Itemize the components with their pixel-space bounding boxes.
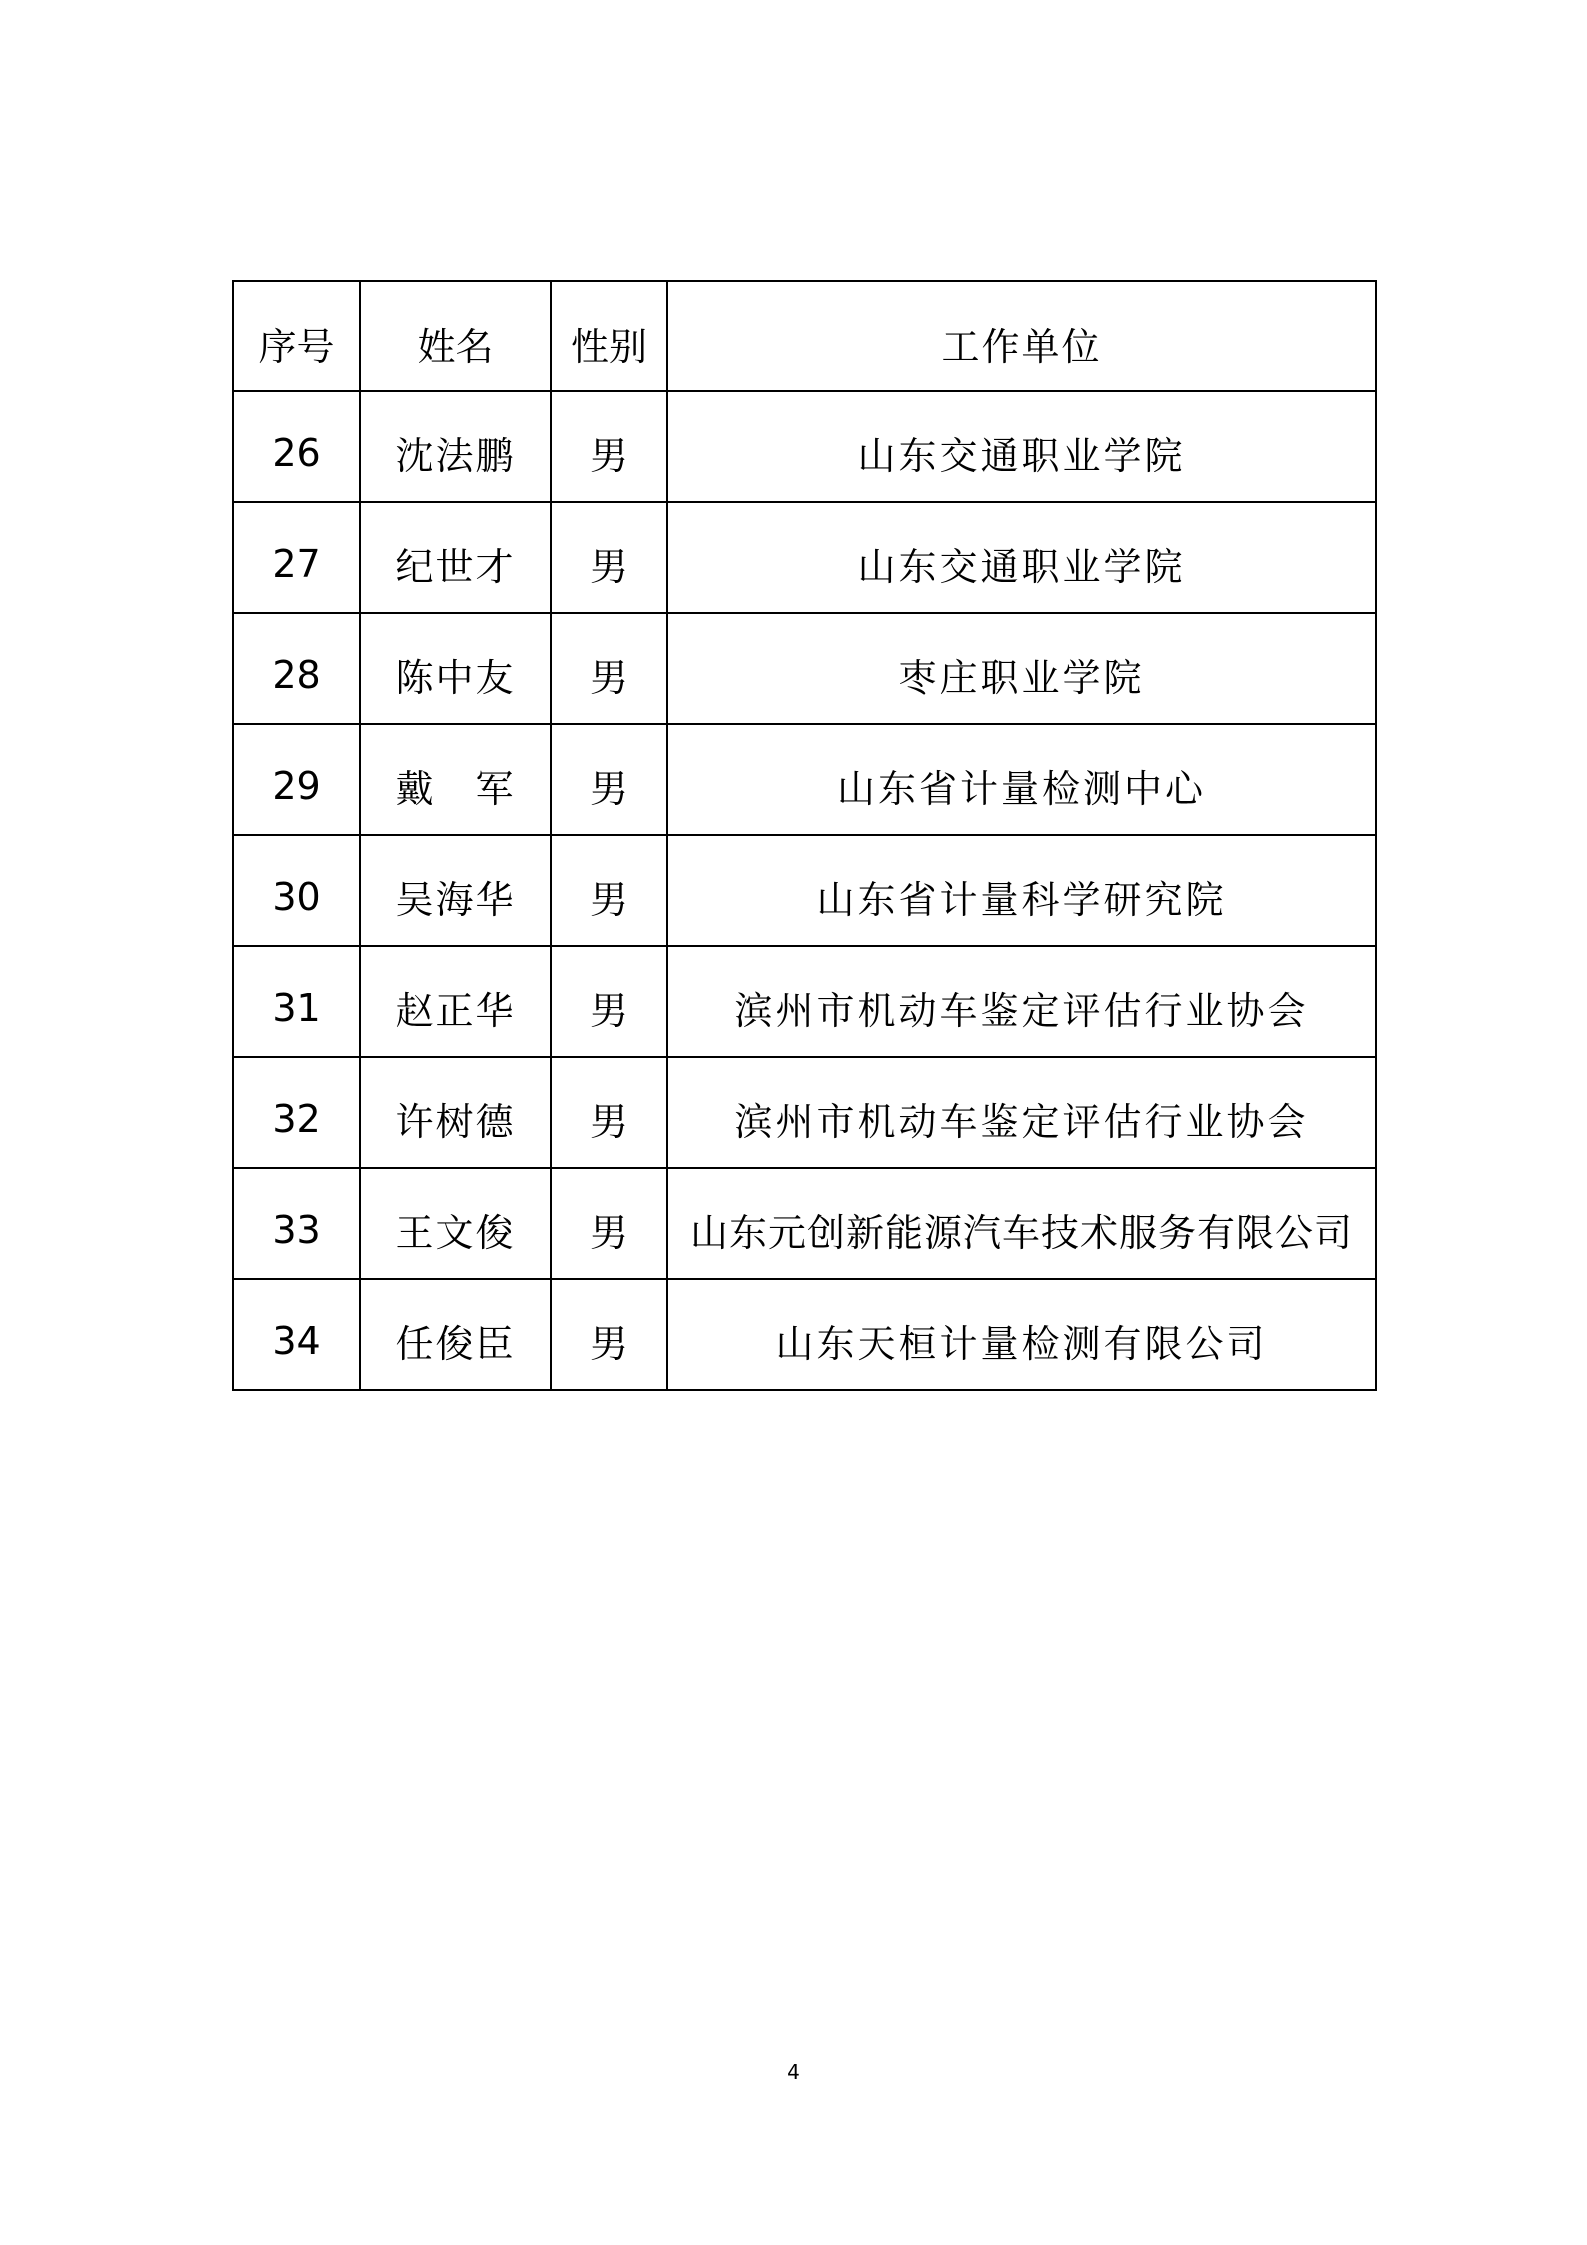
cell-name: 任俊臣 bbox=[360, 1279, 551, 1390]
cell-unit: 山东省计量科学研究院 bbox=[667, 835, 1376, 946]
cell-unit: 枣庄职业学院 bbox=[667, 613, 1376, 724]
personnel-table bbox=[232, 280, 1377, 1391]
table-header-row bbox=[233, 281, 1376, 391]
table-row bbox=[233, 613, 1376, 724]
table-row bbox=[233, 1279, 1376, 1390]
cell-seq: 31 bbox=[233, 946, 360, 1057]
cell-gender: 男 bbox=[551, 613, 667, 724]
cell-unit: 山东交通职业学院 bbox=[667, 502, 1376, 613]
cell-unit: 山东天桓计量检测有限公司 bbox=[667, 1279, 1376, 1390]
cell-name: 许树德 bbox=[360, 1057, 551, 1168]
cell-gender: 男 bbox=[551, 1168, 667, 1279]
cell-seq: 30 bbox=[233, 835, 360, 946]
cell-name: 纪世才 bbox=[360, 502, 551, 613]
table-row bbox=[233, 946, 1376, 1057]
cell-unit: 山东省计量检测中心 bbox=[667, 724, 1376, 835]
cell-name: 沈法鹏 bbox=[360, 391, 551, 502]
cell-name: 戴 军 bbox=[360, 724, 551, 835]
table-row bbox=[233, 724, 1376, 835]
header-gender: 性别 bbox=[551, 281, 667, 391]
cell-seq: 26 bbox=[233, 391, 360, 502]
cell-seq: 33 bbox=[233, 1168, 360, 1279]
table-row bbox=[233, 391, 1376, 502]
cell-seq: 27 bbox=[233, 502, 360, 613]
cell-gender: 男 bbox=[551, 1057, 667, 1168]
cell-seq: 28 bbox=[233, 613, 360, 724]
cell-name: 王文俊 bbox=[360, 1168, 551, 1279]
cell-unit: 滨州市机动车鉴定评估行业协会 bbox=[667, 946, 1376, 1057]
cell-unit: 山东元创新能源汽车技术服务有限公司 bbox=[667, 1168, 1376, 1279]
cell-gender: 男 bbox=[551, 502, 667, 613]
header-name: 姓名 bbox=[360, 281, 551, 391]
table-row bbox=[233, 835, 1376, 946]
cell-gender: 男 bbox=[551, 1279, 667, 1390]
header-seq: 序号 bbox=[233, 281, 360, 391]
cell-gender: 男 bbox=[551, 391, 667, 502]
table-row bbox=[233, 1168, 1376, 1279]
cell-name: 陈中友 bbox=[360, 613, 551, 724]
cell-gender: 男 bbox=[551, 946, 667, 1057]
cell-seq: 29 bbox=[233, 724, 360, 835]
table-row bbox=[233, 1057, 1376, 1168]
cell-unit: 山东交通职业学院 bbox=[667, 391, 1376, 502]
page-number: 4 bbox=[787, 2060, 800, 2084]
header-unit: 工作单位 bbox=[667, 281, 1376, 391]
cell-unit: 滨州市机动车鉴定评估行业协会 bbox=[667, 1057, 1376, 1168]
cell-seq: 34 bbox=[233, 1279, 360, 1390]
table-row bbox=[233, 502, 1376, 613]
cell-seq: 32 bbox=[233, 1057, 360, 1168]
cell-name: 吴海华 bbox=[360, 835, 551, 946]
cell-gender: 男 bbox=[551, 724, 667, 835]
cell-name: 赵正华 bbox=[360, 946, 551, 1057]
cell-gender: 男 bbox=[551, 835, 667, 946]
